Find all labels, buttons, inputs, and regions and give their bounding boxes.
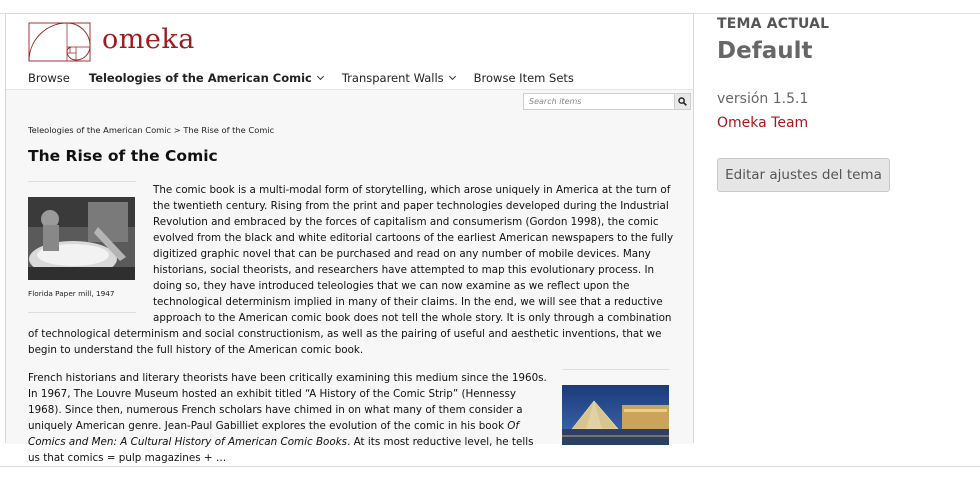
breadcrumb[interactable]: Teleologies of the American Comic > The Rise of the Comic xyxy=(28,125,275,135)
golden-spiral-icon xyxy=(28,22,98,62)
logo-text: omeka xyxy=(102,24,195,55)
chevron-down-icon xyxy=(317,73,324,80)
nav-item-teleologies[interactable] xyxy=(89,69,323,87)
paragraph-text: The comic book is a multi-modal form of storytelling, which arose uniquely in America at the turn of the twentieth century. Rising from the print and paper technologies developed during the Industrial Revolution and embraced by the forces of capitalism and consumerism (Gordon 1998), the comic evolved from the black and white editorial cartoons of the earliest American newspapers to the fully digitized graphic novel that can be purchased and read on any number of mobile devices. Many historians, social theorists, and researchers have attempted to map this evolutionary process. In doing so, they have introduced teleologies that we can now examine as we reflect upon the technological determinism implied in many of their claims. In the end, we will see that a reductive approach to the American comic book does not tell the whole story. It is only through a combination of technological determinism and social constructionism, as well as the pairing of useful and aesthetic inventions, that we begin to understand the full history of the American comic book. xyxy=(28,184,674,356)
current-theme-label: TEMA ACTUAL xyxy=(717,16,830,32)
nav-item-transparent-walls[interactable] xyxy=(342,69,455,87)
nav-item-label: Transparent Walls xyxy=(341,71,444,85)
site-header xyxy=(6,14,693,89)
theme-version: versión 1.5.1 xyxy=(717,91,809,107)
site-logo[interactable] xyxy=(28,22,195,64)
search-button[interactable] xyxy=(674,94,690,109)
bottom-divider xyxy=(0,466,980,467)
figure-divider xyxy=(562,369,670,370)
page-content xyxy=(6,89,693,464)
nav-item-label: Teleologies of the American Comic xyxy=(88,71,312,85)
search-box xyxy=(523,93,691,110)
louvre-image[interactable] xyxy=(562,385,669,445)
article-paragraph xyxy=(28,182,676,358)
louvre-photo xyxy=(562,385,669,445)
article-paragraph xyxy=(28,370,548,466)
paragraph-text: French historians and literary theorists have been critically examining this medium since the 1960s. In 1967, The Louvre Museum hosted an exhibit titled “A History of the Comic Strip” (Hennessy 1968). Since then, numerous French scholars have chimed in on what many of them consider a uniquely American genre. Jean-Paul Gabilliet explores the evolution of the comic in his book xyxy=(28,372,547,432)
edit-theme-settings-button[interactable]: Editar ajustes del tema xyxy=(717,158,890,192)
nav-item-browse[interactable] xyxy=(28,69,70,87)
current-theme-name: Default xyxy=(717,38,813,64)
nav-item-label: Browse xyxy=(28,71,70,85)
page-title: The Rise of the Comic xyxy=(28,147,218,165)
figure-louvre xyxy=(562,369,671,445)
nav-item-label: Browse Item Sets xyxy=(473,71,574,85)
theme-author-link[interactable]: Omeka Team xyxy=(717,115,809,131)
book-title: Of Comics and Men: A Cultural History of American Comic Books xyxy=(28,420,520,448)
search-icon xyxy=(678,97,687,106)
main-nav xyxy=(28,69,574,87)
chevron-down-icon xyxy=(449,73,456,80)
nav-item-browse-item-sets[interactable] xyxy=(474,69,574,87)
theme-preview xyxy=(5,13,694,464)
figure-caption: Florida Paper mill, 1947 xyxy=(28,289,115,298)
paragraph-text: . At its most reductive level, he tells us that comics = pulp magazines + … xyxy=(28,436,534,464)
search-input[interactable] xyxy=(524,94,672,109)
